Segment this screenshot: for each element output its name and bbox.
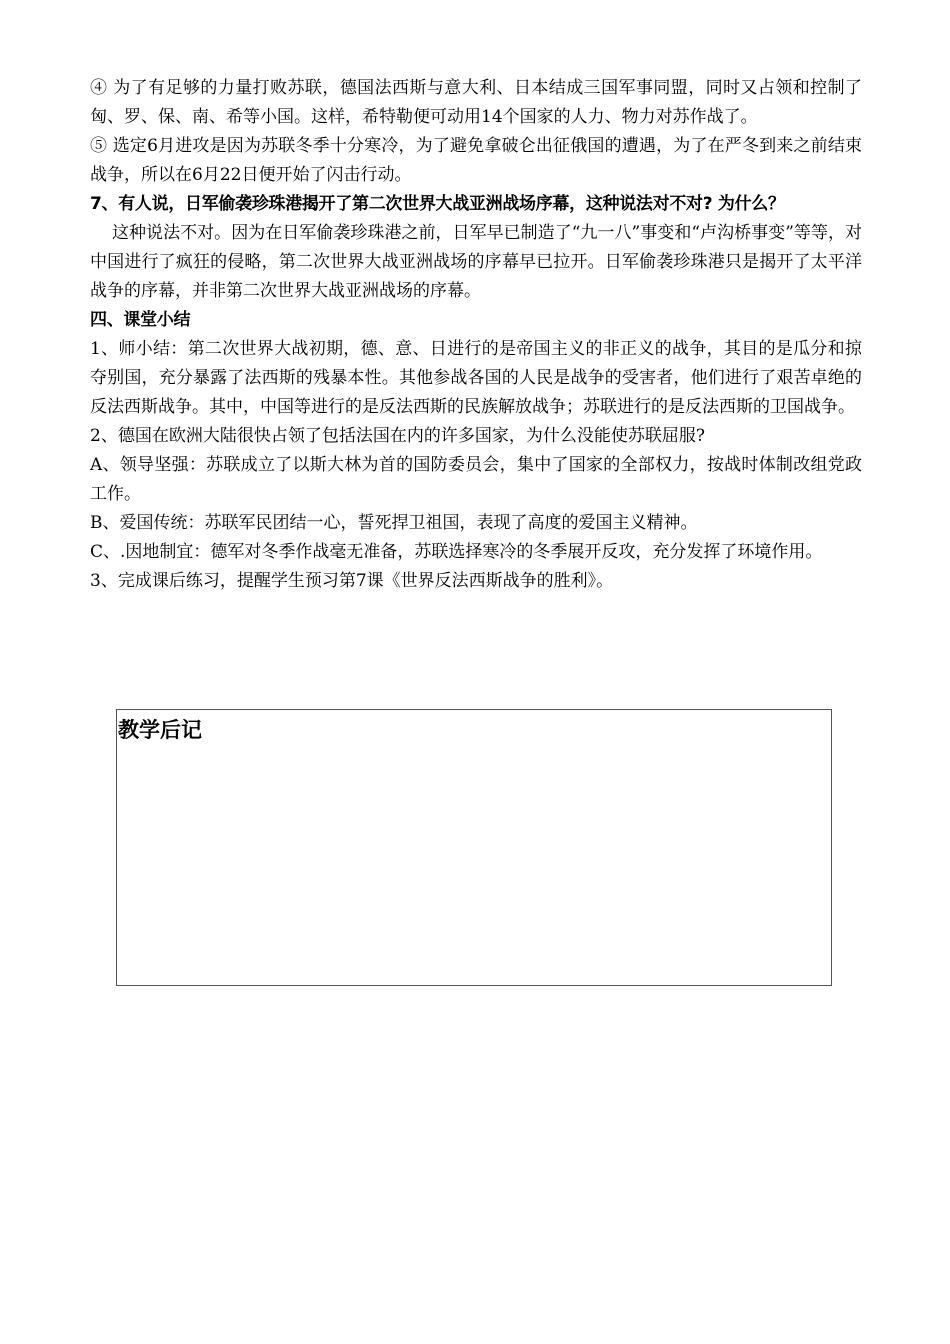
summary-item-2: 2、德国在欧洲大陆很快占领了包括法国在内的许多国家，为什么没能使苏联屈服?: [90, 426, 705, 446]
teaching-notes-box: [116, 709, 832, 986]
question-7-answer: 这种说法不对。因为在日军偷袭珍珠港之前，日军早已制造了“九一八”事变和“卢沟桥事变”等等，对中国进行了疯狂的侵略，第二次世界大战亚洲战场的序幕早已拉开。日军偷袭珍珠港只是揭开了太平洋战争的序幕，并非第二次世界大战亚洲战场的序幕。: [90, 223, 862, 301]
document-body: [90, 74, 862, 596]
teaching-notes-title: 教学后记: [118, 718, 202, 742]
summary-item-2c: C、.因地制宜：德军对冬季作战毫无准备，苏联选择寒冷的冬季展开反攻，充分发挥了环境作用。: [90, 542, 823, 562]
summary-item-3: 3、完成课后练习，提醒学生预习第7课《世界反法西斯战争的胜利》。: [90, 571, 614, 591]
section-4-heading: 四、课堂小结: [90, 310, 191, 330]
summary-item-2b: B、爱国传统：苏联军民团结一心，誓死捍卫祖国，表现了高度的爱国主义精神。: [90, 513, 698, 533]
question-7-heading: 7、有人说，日军偷袭珍珠港揭开了第二次世界大战亚洲战场序幕，这种说法对不对? 为什么？: [90, 194, 785, 214]
paragraph-point-4: ④ 为了有足够的力量打败苏联，德国法西斯与意大利、日本结成三国军事同盟，同时又占领和控制了匈、罗、保、南、希等小国。这样，希特勒便可动用14个国家的人力、物力对苏作战了。: [90, 78, 862, 127]
summary-item-1: 1、师小结：第二次世界大战初期，德、意、日进行的是帝国主义的非正义的战争，其目的是瓜分和掠夺别国，充分暴露了法西斯的残暴本性。其他参战各国的人民是战争的受害者，他们进行了艰苦卓绝的反法西斯战争。其中，中国等进行的是反法西斯的民族解放战争；苏联进行的是反法西斯的卫国战争。: [90, 339, 862, 417]
summary-item-2a: A、领导坚强：苏联成立了以斯大林为首的国防委员会，集中了国家的全部权力，按战时体制改组党政工作。: [90, 455, 862, 504]
paragraph-point-5: ⑤ 选定6月进攻是因为苏联冬季十分寒冷，为了避免拿破仑出征俄国的遭遇，为了在严冬到来之前结束战争，所以在6月22日便开始了闪击行动。: [90, 136, 862, 185]
